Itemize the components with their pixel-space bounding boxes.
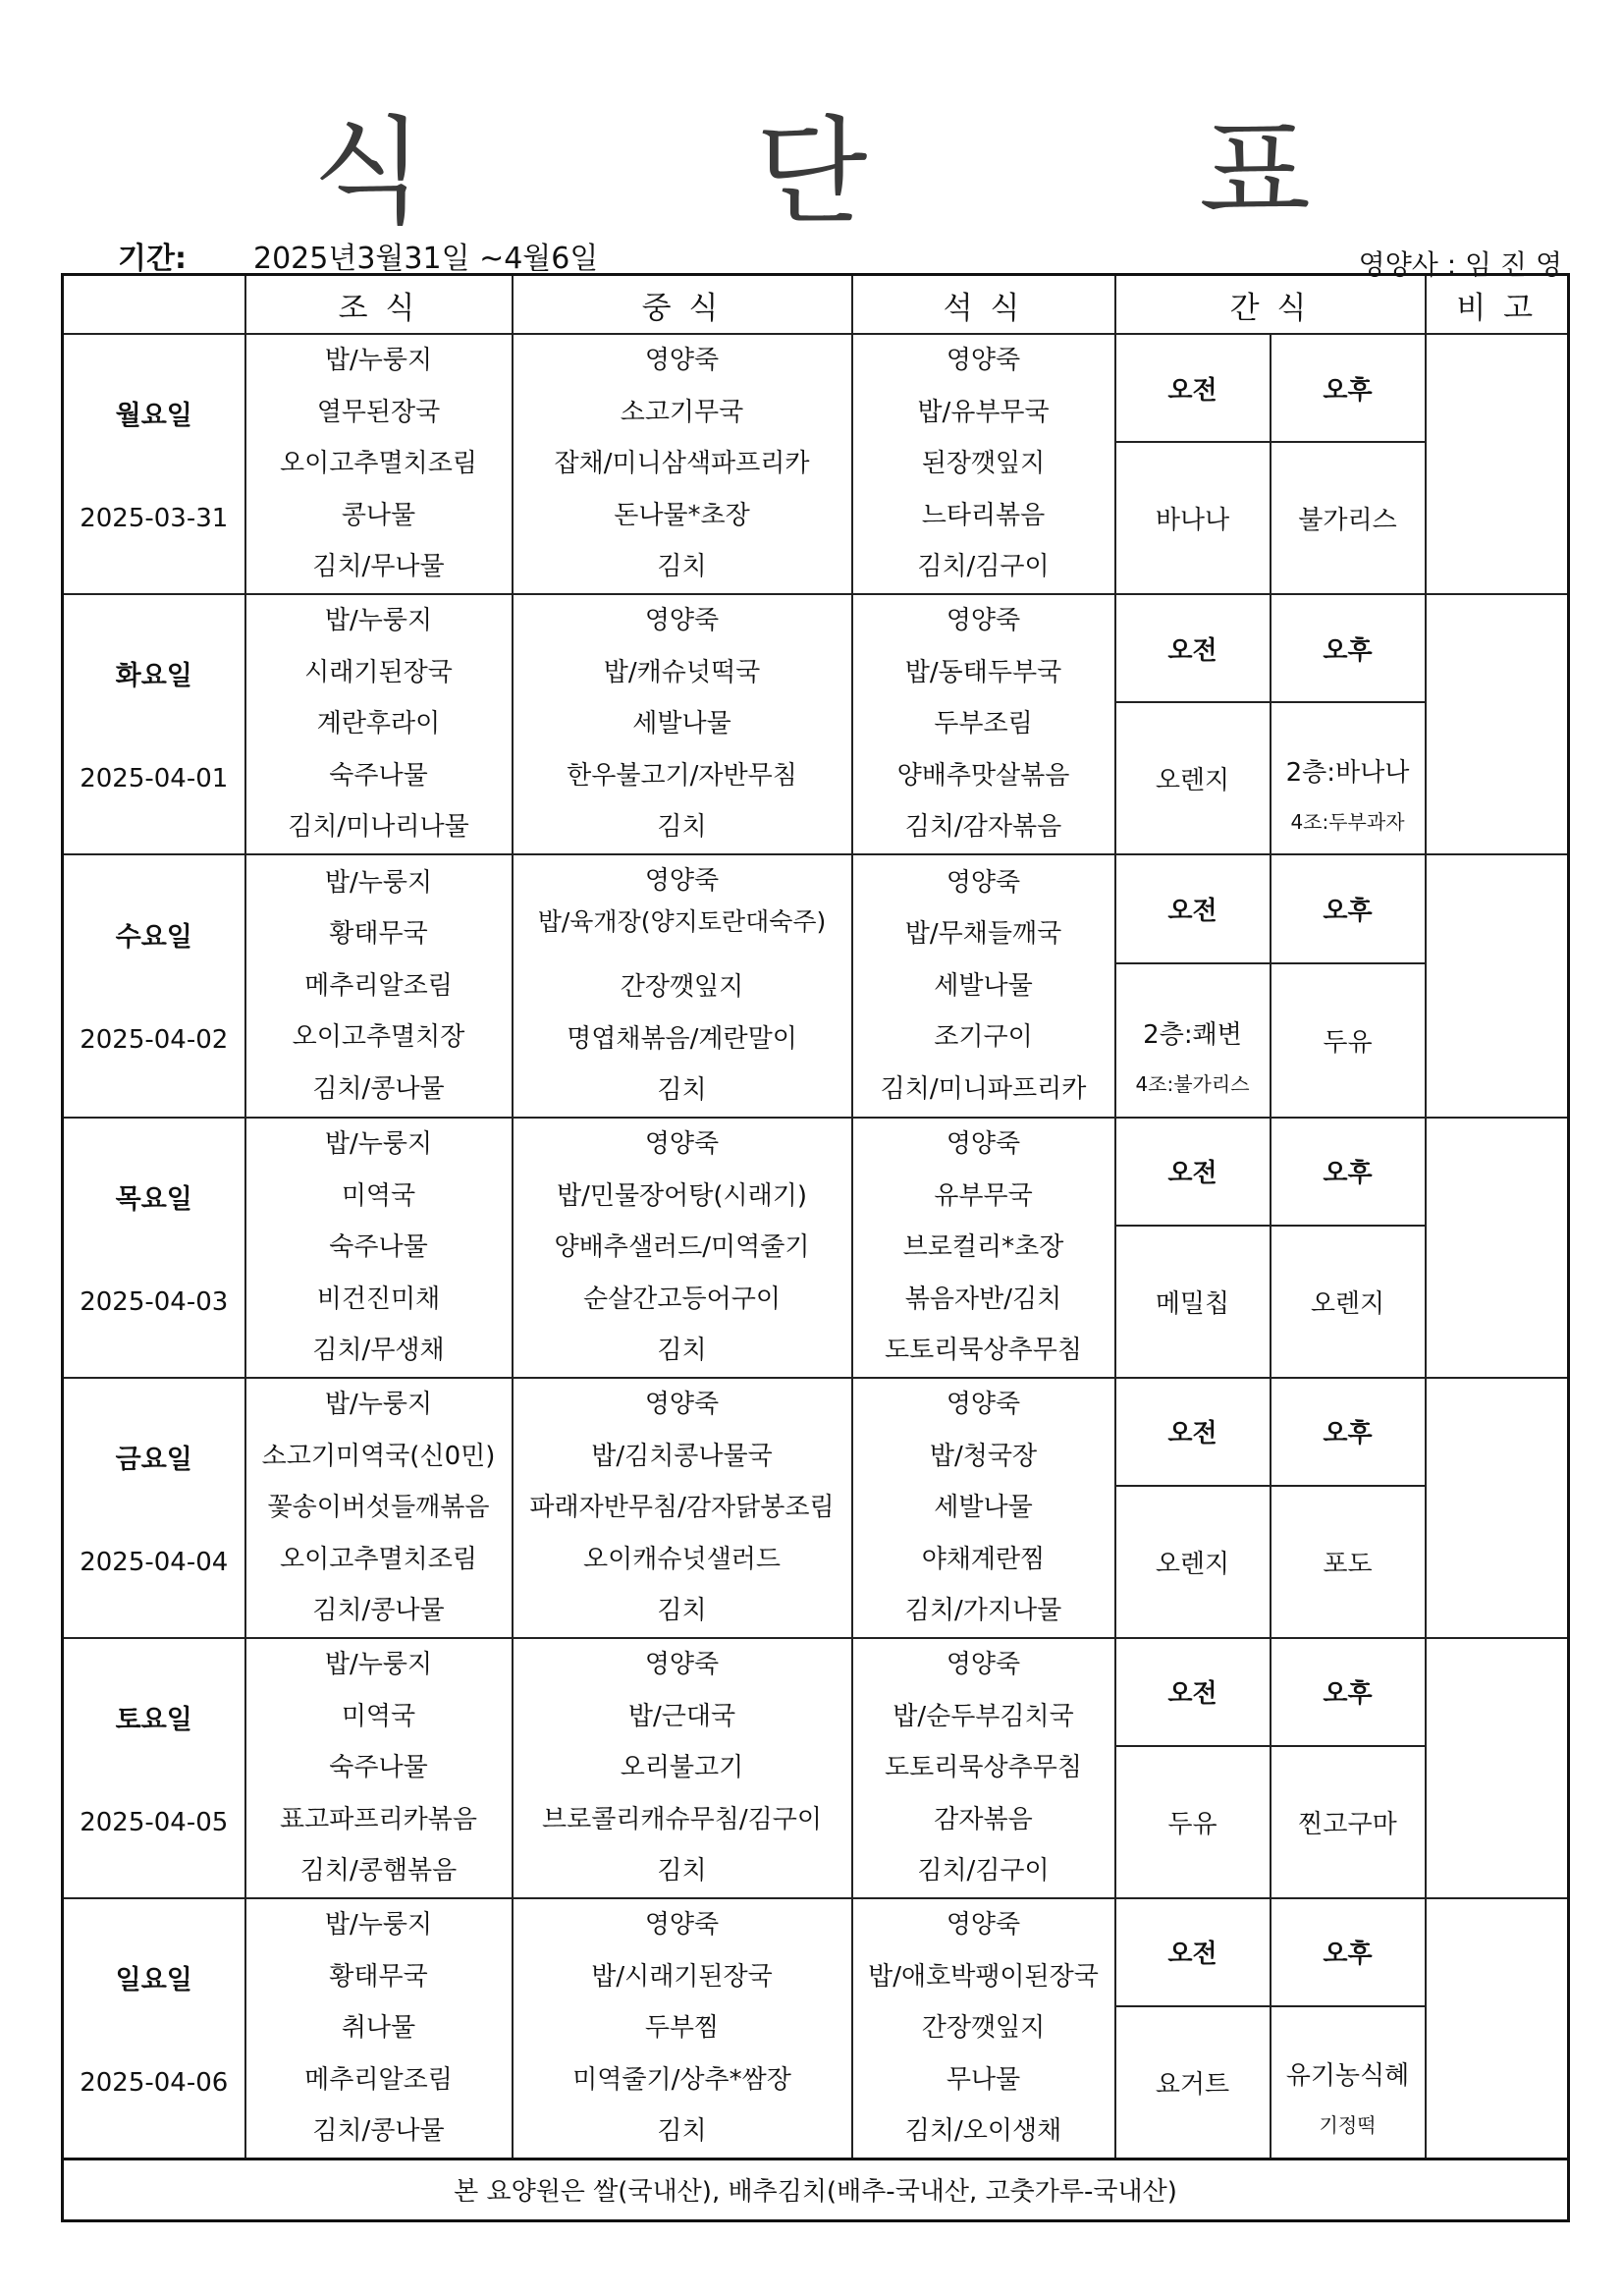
lunch-cell [513, 854, 852, 1118]
breakfast-item: 소고기미역국(신0민) [261, 1441, 496, 1471]
day-row [63, 1898, 1569, 2006]
snack-pm-item-2: 기정떡 [1319, 2113, 1377, 2138]
lunch-item: 밥/육개장(양지토란대숙주) [537, 906, 827, 936]
snack-pm-label: 오후 [1271, 334, 1426, 442]
breakfast-cell [245, 854, 513, 1118]
note-cell [1426, 1898, 1569, 2159]
lunch-item: 영양죽 [644, 1909, 720, 1940]
dinner-item: 영양죽 [946, 346, 1021, 376]
dinner-item: 야채계란찜 [921, 1544, 1046, 1574]
snack-am-cell [1115, 2006, 1271, 2159]
lunch-item: 오리불고기 [620, 1753, 744, 1783]
day-date: 2025-04-06 [80, 2067, 229, 2098]
snack-am-cell [1115, 1226, 1271, 1378]
dinner-item: 브로컬리*초장 [902, 1232, 1064, 1263]
dinner-item: 된장깻잎지 [921, 449, 1046, 479]
dinner-item: 밥/순두부김치국 [893, 1701, 1074, 1731]
breakfast-item: 미역국 [341, 1180, 416, 1211]
snack-am-item-2: 4조:불가리스 [1135, 1071, 1250, 1096]
day-cell [63, 854, 245, 1118]
header-row [63, 275, 1569, 335]
lunch-item: 양배추샐러드/미역줄기 [554, 1232, 810, 1263]
lunch-item: 김치 [657, 1856, 707, 1886]
lunch-item: 영양죽 [644, 1128, 720, 1159]
dinner-item: 밥/청국장 [929, 1441, 1038, 1471]
lunch-item: 영양죽 [644, 866, 720, 896]
breakfast-item: 오이고추멸치장 [292, 1022, 465, 1053]
lunch-item: 김치 [657, 1075, 707, 1106]
breakfast-cell [245, 1378, 513, 1638]
breakfast-item: 밥/누룽지 [324, 1909, 433, 1940]
dinner-item: 조기구이 [934, 1022, 1033, 1053]
lunch-item: 잡채/미니삼색파프리카 [554, 449, 810, 479]
header-dinner: 석 식 [852, 275, 1115, 335]
header-lunch: 중 식 [513, 275, 852, 335]
snack-pm-item: 포도 [1323, 1549, 1373, 1579]
header-note: 비 고 [1426, 275, 1569, 335]
dinner-item: 김치/미니파프리카 [880, 1073, 1087, 1104]
dinner-cell [852, 854, 1115, 1118]
breakfast-cell [245, 594, 513, 854]
lunch-cell [513, 1118, 852, 1378]
snack-pm-cell [1271, 2006, 1426, 2159]
note-cell [1426, 594, 1569, 854]
dinner-item: 영양죽 [946, 1128, 1021, 1159]
dietitian: 영양사 : 임 진 영 [1358, 248, 1562, 281]
day-date: 2025-04-04 [80, 1547, 229, 1577]
lunch-item: 김치 [657, 1596, 707, 1626]
day-date: 2025-04-01 [80, 764, 229, 793]
day-cell [63, 1638, 245, 1898]
menu-body [63, 334, 1569, 2159]
lunch-item: 김치 [657, 812, 707, 843]
day-cell [63, 594, 245, 854]
dinner-item: 밥/유부무국 [917, 397, 1050, 427]
lunch-item: 밥/캐슈넛떡국 [603, 657, 761, 687]
snack-pm-cell [1271, 442, 1426, 594]
snack-am-item: 2층:쾌변 [1143, 1019, 1242, 1050]
lunch-item: 영양죽 [644, 606, 720, 636]
breakfast-item: 밥/누룽지 [324, 1389, 433, 1419]
lunch-item: 밥/근대국 [627, 1701, 736, 1731]
day-name: 토요일 [115, 1704, 192, 1735]
snack-am-label: 오전 [1115, 1118, 1271, 1226]
dinner-item: 밥/무채들깨국 [904, 919, 1062, 950]
breakfast-item: 메추리알조림 [304, 970, 453, 1001]
dinner-item: 영양죽 [946, 867, 1021, 898]
lunch-item: 김치 [657, 1336, 707, 1366]
snack-am-label: 오전 [1115, 1638, 1271, 1746]
dinner-item: 두부조림 [934, 709, 1033, 739]
dinner-cell [852, 334, 1115, 594]
dinner-item: 감자볶음 [934, 1804, 1033, 1834]
dinner-item: 김치/김구이 [917, 552, 1050, 582]
snack-am-item: 메밀칩 [1155, 1288, 1230, 1319]
dinner-item: 양배추맛살볶음 [896, 760, 1070, 791]
breakfast-item: 콩나물 [341, 500, 416, 530]
lunch-cell [513, 1638, 852, 1898]
breakfast-item: 오이고추멸치조림 [280, 449, 477, 479]
footer-row [63, 2159, 1569, 2220]
breakfast-item: 밥/누룽지 [324, 1649, 433, 1679]
snack-pm-label: 오후 [1271, 1378, 1426, 1486]
breakfast-item: 김치/콩햄볶음 [299, 1856, 458, 1886]
breakfast-item: 숙주나물 [329, 1753, 428, 1783]
lunch-item: 파래자반무침/감자닭봉조림 [529, 1493, 835, 1523]
dinner-item: 느타리볶음 [921, 500, 1046, 530]
day-name: 일요일 [115, 1964, 192, 1995]
snack-pm-item: 유기농식혜 [1285, 2061, 1410, 2092]
note-cell [1426, 1118, 1569, 1378]
dinner-item: 유부무국 [934, 1180, 1033, 1211]
day-row [63, 594, 1569, 702]
snack-am-item: 두유 [1167, 1809, 1217, 1839]
lunch-item: 세발나물 [632, 709, 731, 739]
snack-pm-item: 오렌지 [1310, 1288, 1385, 1319]
lunch-item: 명엽채볶음/계란말이 [567, 1023, 797, 1054]
dinner-item: 밥/애호박팽이된장국 [868, 1961, 1099, 1992]
lunch-item: 김치 [657, 552, 707, 582]
snack-pm-item: 불가리스 [1298, 506, 1397, 535]
breakfast-item: 김치/콩나물 [312, 1073, 445, 1104]
breakfast-item: 김치/무생채 [312, 1336, 445, 1366]
day-cell [63, 1378, 245, 1638]
snack-pm-label: 오후 [1271, 1638, 1426, 1746]
breakfast-item: 열무된장국 [316, 397, 441, 427]
snack-am-label: 오전 [1115, 1378, 1271, 1486]
dinner-item: 볶음자반/김치 [904, 1284, 1062, 1314]
breakfast-item: 밥/누룽지 [324, 606, 433, 636]
snack-pm-cell [1271, 702, 1426, 854]
dinner-item: 김치/가지나물 [904, 1596, 1062, 1626]
lunch-item: 두부찜 [644, 2013, 720, 2044]
snack-am-cell [1115, 963, 1271, 1118]
day-row [63, 1118, 1569, 1226]
snack-pm-label: 오후 [1271, 854, 1426, 963]
lunch-item: 밥/민물장어탕(시래기) [556, 1180, 808, 1211]
day-cell [63, 334, 245, 594]
day-cell [63, 1118, 245, 1378]
dinner-item: 도토리묵상추무침 [885, 1336, 1082, 1366]
header-day [63, 275, 245, 335]
snack-pm-cell [1271, 1746, 1426, 1898]
lunch-item: 브로콜리캐슈무침/김구이 [541, 1804, 823, 1834]
day-row [63, 1638, 1569, 1746]
breakfast-item: 김치/콩나물 [312, 1596, 445, 1626]
snack-am-label: 오전 [1115, 854, 1271, 963]
period-value: 2025년3월31일 ~4월6일 [253, 242, 599, 276]
lunch-cell [513, 1378, 852, 1638]
breakfast-item: 오이고추멸치조림 [280, 1544, 477, 1574]
breakfast-item: 김치/콩나물 [312, 2116, 445, 2147]
breakfast-item: 메추리알조림 [304, 2064, 453, 2095]
breakfast-item: 취나물 [341, 2013, 416, 2044]
dinner-item: 영양죽 [946, 606, 1021, 636]
snack-pm-item: 두유 [1323, 1028, 1373, 1059]
day-row [63, 854, 1569, 963]
lunch-item: 돈나물*초장 [614, 500, 750, 530]
lunch-item: 간장깻잎지 [620, 972, 744, 1003]
lunch-item: 순살간고등어구이 [583, 1284, 781, 1314]
footer-note: 본 요양원은 쌀(국내산), 배추김치(배추-국내산, 고춧가루-국내산) [63, 2159, 1569, 2220]
lunch-item: 영양죽 [644, 1389, 720, 1419]
dinner-item: 영양죽 [946, 1909, 1021, 1940]
dinner-item: 영양죽 [946, 1389, 1021, 1419]
day-name: 월요일 [115, 401, 192, 431]
day-date: 2025-04-03 [80, 1286, 229, 1317]
snack-pm-cell [1271, 1226, 1426, 1378]
dinner-item: 세발나물 [934, 970, 1033, 1001]
snack-pm-cell [1271, 1486, 1426, 1638]
note-cell [1426, 1638, 1569, 1898]
dinner-item: 세발나물 [934, 1493, 1033, 1523]
snack-am-cell [1115, 442, 1271, 594]
breakfast-item: 계란후라이 [316, 709, 441, 739]
header-breakfast: 조 식 [245, 275, 513, 335]
snack-am-label: 오전 [1115, 334, 1271, 442]
day-date: 2025-03-31 [80, 504, 229, 533]
breakfast-item: 황태무국 [329, 919, 428, 950]
day-name: 수요일 [115, 922, 192, 954]
breakfast-cell [245, 1898, 513, 2159]
lunch-item: 소고기무국 [620, 397, 744, 427]
note-cell [1426, 334, 1569, 594]
dinner-item: 김치/오이생채 [904, 2116, 1062, 2147]
dinner-cell [852, 1898, 1115, 2159]
dinner-cell [852, 1378, 1115, 1638]
dinner-item: 간장깻잎지 [921, 2013, 1046, 2044]
snack-pm-item-2: 4조:두부과자 [1290, 809, 1405, 834]
day-date: 2025-04-05 [80, 1807, 229, 1837]
snack-pm-cell [1271, 963, 1426, 1118]
period-label: 기간: [118, 242, 187, 276]
breakfast-item: 김치/미나리나물 [288, 812, 469, 843]
lunch-item: 미역줄기/상추*쌈장 [572, 2064, 791, 2095]
breakfast-cell [245, 1638, 513, 1898]
lunch-cell [513, 1898, 852, 2159]
dinner-cell [852, 1638, 1115, 1898]
dinner-cell [852, 1118, 1115, 1378]
dinner-item: 도토리묵상추무침 [885, 1753, 1082, 1783]
dinner-item: 김치/김구이 [917, 1856, 1050, 1886]
snack-am-cell [1115, 702, 1271, 854]
header-snack: 간 식 [1115, 275, 1426, 335]
day-name: 화요일 [115, 661, 192, 691]
breakfast-item: 표고파프리카볶음 [280, 1804, 477, 1834]
dinner-item: 영양죽 [946, 1649, 1021, 1679]
snack-am-item: 오렌지 [1155, 1549, 1230, 1579]
lunch-item: 영양죽 [644, 346, 720, 376]
snack-pm-label: 오후 [1271, 1898, 1426, 2006]
breakfast-item: 밥/누룽지 [324, 1128, 433, 1159]
breakfast-item: 밥/누룽지 [324, 867, 433, 898]
page-title: 식 단 표 [312, 104, 1458, 240]
day-name: 목요일 [115, 1183, 192, 1215]
lunch-cell [513, 594, 852, 854]
snack-pm-item: 2층:바나나 [1285, 757, 1410, 788]
breakfast-cell [245, 1118, 513, 1378]
breakfast-item: 꽃송이버섯들깨볶음 [267, 1493, 490, 1523]
breakfast-item: 비건진미채 [316, 1284, 441, 1314]
snack-am-item: 요거트 [1155, 2069, 1230, 2100]
snack-pm-label: 오후 [1271, 1118, 1426, 1226]
snack-am-cell [1115, 1746, 1271, 1898]
breakfast-item: 황태무국 [329, 1961, 428, 1992]
dinner-item: 밥/동태두부국 [904, 657, 1062, 687]
day-date: 2025-04-02 [80, 1025, 229, 1056]
breakfast-item: 밥/누룽지 [324, 346, 433, 376]
snack-am-item: 오렌지 [1155, 766, 1230, 795]
breakfast-item: 시래기된장국 [304, 657, 453, 687]
note-cell [1426, 854, 1569, 1118]
breakfast-item: 숙주나물 [329, 760, 428, 791]
snack-am-label: 오전 [1115, 594, 1271, 702]
lunch-item: 김치 [657, 2116, 707, 2147]
day-row [63, 1378, 1569, 1486]
snack-pm-item: 찐고구마 [1298, 1809, 1397, 1839]
breakfast-cell [245, 334, 513, 594]
lunch-cell [513, 334, 852, 594]
day-cell [63, 1898, 245, 2159]
lunch-item: 한우불고기/자반무침 [567, 760, 797, 791]
breakfast-item: 숙주나물 [329, 1232, 428, 1263]
note-cell [1426, 1378, 1569, 1638]
day-row [63, 334, 1569, 442]
lunch-item: 오이캐슈넛샐러드 [583, 1544, 781, 1574]
lunch-item: 밥/시래기된장국 [591, 1961, 773, 1992]
menu-table [61, 273, 1570, 2222]
lunch-item: 영양죽 [644, 1649, 720, 1679]
snack-am-item: 바나나 [1155, 506, 1230, 535]
dinner-item: 김치/감자볶음 [904, 812, 1062, 843]
breakfast-item: 미역국 [341, 1701, 416, 1731]
snack-am-label: 오전 [1115, 1898, 1271, 2006]
lunch-item: 밥/김치콩나물국 [591, 1441, 773, 1471]
dinner-cell [852, 594, 1115, 854]
dinner-item: 무나물 [946, 2064, 1021, 2095]
snack-am-cell [1115, 1486, 1271, 1638]
day-name: 금요일 [115, 1444, 192, 1475]
breakfast-item: 김치/무나물 [312, 552, 445, 582]
snack-pm-label: 오후 [1271, 594, 1426, 702]
